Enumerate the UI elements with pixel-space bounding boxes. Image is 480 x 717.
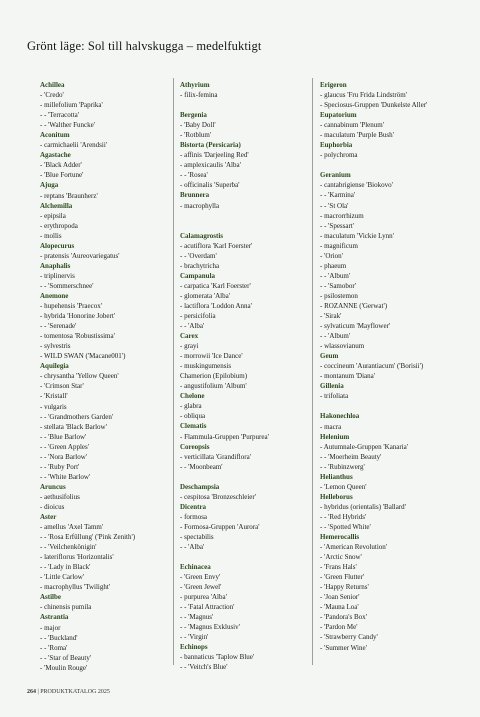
genus-heading: Aconitum [40,131,70,140]
variety-item: - maculatum 'Vickie Lynn' [320,231,394,240]
variety-item: - - 'Magnus Exklusiv' [180,623,240,632]
variety-item: - WILD SWAN ('Macane001') [40,352,126,361]
variety-item: - 'Pandora's Box' [320,613,367,622]
variety-item: - Flammula-Gruppen 'Purpurea' [180,432,269,441]
variety-item: - chrysantha 'Yellow Queen' [40,372,119,381]
section-spacer [320,160,450,170]
variety-item: - - 'Veilchenkönigin' [40,543,97,552]
genus-heading: Eupatorium [320,111,357,120]
variety-item: - muskingumensis [180,362,232,371]
variety-item: - glaucus 'Fru Frida Lindström' [320,91,407,100]
plant-list-column-3 [320,80,450,653]
variety-item: - 'Green Envy' [180,573,221,582]
variety-item: - ROZANNE ('Gerwat') [320,301,388,310]
variety-item: - lactiflora 'Loddon Anna' [180,301,252,310]
genus-heading: Athyrium [180,81,210,89]
variety-item: - 'Green Flutter' [320,573,365,582]
variety-item: - phaeum [320,261,347,270]
variety-item: - - 'Fatal Attraction' [180,603,235,612]
section-spacer [180,221,310,231]
variety-item: - - 'Alba' [180,321,205,330]
variety-item: - 'Kristall' [40,392,68,401]
genus-heading: Helleborus [320,492,353,501]
genus-heading: Ajuga [40,181,59,190]
variety-item: - brachytricha [180,261,220,270]
genus-heading: Gillenia [320,382,344,391]
genus-heading: Carex [180,332,199,341]
variety-item: - 'Rotblum' [180,131,212,140]
genus-heading: Anemone [40,291,69,300]
variety-item: - - 'Roma' [40,643,68,652]
genus-heading: Calamagrostis [180,231,224,240]
plant-list-column-2 [180,80,310,673]
variety-item: - dioicus [40,502,65,511]
genus-heading: Chelone [180,392,205,401]
variety-item: - 'Summer Wine' [320,643,367,652]
genus-heading: Helianthus [320,472,353,481]
variety-item: - sylvestris [40,342,71,351]
genus-heading: Alopecurus [40,241,75,250]
genus-heading: Geranium [320,171,351,180]
section-spacer [180,472,310,482]
variety-item: - - 'Spessart' [320,221,355,230]
page-footer [27,689,110,695]
variety-item: - pratensis 'Aureovariegatus' [40,251,120,260]
variety-item: - Autumnale-Gruppen 'Kanaria' [320,442,409,451]
section-spacer [180,211,310,221]
variety-item: - - 'Moerheim Beauty' [320,452,382,461]
variety-item: - - 'Green Apples' [40,442,89,451]
variety-item: - - 'White Barlow' [40,472,91,481]
variety-item: - magnificum [320,241,358,250]
variety-item: - officinalis 'Superba' [180,181,240,190]
variety-item: - amplexicaulis 'Alba' [180,161,241,170]
variety-item: - - 'Ruby Port' [40,462,80,471]
footer-separator: | [37,689,39,695]
genus-heading: Astilbe [40,593,61,602]
variety-item: - cespitosa 'Bronzeschleier' [180,492,256,501]
genus-heading: Aquilegia [40,362,69,371]
variety-item: - 'Joan Senior' [320,593,360,602]
genus-heading: Agastache [40,151,71,160]
variety-item: - aethusifolius [40,492,80,501]
genus-heading: Bergenia [180,111,207,120]
variety-item: - 'Sirak' [320,312,342,321]
variety-item: - 'Moulin Rouge' [40,663,88,672]
variety-item: - mollis [40,231,62,240]
variety-item: - 'Arctic Snow' [320,553,362,562]
variety-item: - 'Frans Hals' [320,563,357,572]
variety-item: - cantabrigiense 'Biokovo' [320,181,393,190]
variety-item: - 'Orion' [320,251,343,260]
variety-item: - maculatum 'Purple Bush' [320,131,394,140]
variety-item: - 'Crimson Star' [40,382,84,391]
variety-item: - persicifolia [180,311,216,320]
variety-item: - - 'Moonbeam' [180,462,223,471]
variety-item: - - 'Red Hybrids' [320,512,367,521]
column-divider [312,78,313,665]
genus-heading: Echinacea [180,563,211,572]
genus-heading: Alchemilla [40,201,73,210]
variety-item: - polychroma [320,151,358,160]
genus-heading: Brunnera [180,191,210,200]
variety-item: - - 'Alba' [180,542,205,551]
variety-item: - - 'Spotted White' [320,522,371,531]
page-title: Grönt läge: Sol till halvskugga – medelfuktigt [27,39,262,53]
variety-item: - - 'Blue Barlow' [40,432,87,441]
variety-item: - trifoliata [320,392,349,401]
variety-item: - acutiflora 'Karl Foerster' [180,241,253,250]
variety-item: Chamerion (Epilobium) [180,372,248,381]
genus-heading: Geum [320,352,339,361]
variety-item: - angustifolium 'Album' [180,382,247,391]
genus-heading: Hemerocallis [320,533,360,542]
variety-item: - obliqua [180,412,206,421]
variety-item: - - 'Rosea' [180,171,208,180]
genus-heading: Deschampsia [180,482,220,491]
variety-item: - - 'Rosa Erfüllung' ('Pink Zenith') [40,533,136,542]
column-divider [173,78,174,665]
variety-item: - glomerata 'Alba' [180,291,230,300]
genus-heading: Euphorbia [320,141,353,150]
variety-item: - - 'Samobor' [320,281,356,290]
variety-item: - - 'Grandmothers Garden' [40,412,114,421]
variety-item: - cannabinum 'Plenum' [320,121,384,130]
variety-item: - hupehensis 'Praecox' [40,302,103,311]
variety-item: - - 'Terracotta' [40,111,79,120]
variety-item: - coccineum 'Aurantiacum' ('Borisii') [320,362,424,371]
variety-item: - montanum 'Diana' [320,372,376,381]
genus-heading: Campanula [180,271,216,280]
variety-item: - purpurea 'Alba' [180,593,227,602]
genus-heading: Erigeron [320,81,347,89]
variety-item: - hybridus (orientalis) 'Ballard' [320,502,406,511]
variety-item: - 'Pardon Me' [320,623,358,632]
variety-item: - - 'Virgin' [180,633,209,642]
variety-item: - sylvaticum 'Mayflower' [320,322,391,331]
variety-item: - bannaticus 'Taplow Blue' [180,653,255,662]
variety-item: - 'Happy Returns' [320,583,369,592]
genus-heading: Astrantia [40,613,69,622]
variety-item: - - 'Rubinzwerg' [320,462,365,471]
variety-item: - millefolium 'Paprika' [40,101,103,110]
variety-item: - hybrida 'Honorine Jobert' [40,312,116,321]
variety-item: - 'American Revolution' [320,543,388,552]
variety-item: - formosa [180,512,208,521]
variety-item: - - 'Walther Funcke' [40,121,96,130]
variety-item: - 'Blue Fortune' [40,171,84,180]
variety-item: - - 'Buckland' [40,633,78,642]
variety-item: - epipsila [40,211,66,220]
variety-item: - 'Strawberry Candy' [320,633,378,642]
variety-item: - carmichaelii 'Arendsii' [40,141,108,150]
variety-item: - grayi [180,342,199,351]
genus-heading: Achillea [40,81,65,89]
variety-item: - - 'Star of Beauty' [40,653,92,662]
variety-item: - macrophylla [180,201,220,210]
plant-list-column-1 [40,80,170,673]
genus-heading: Echinops [180,643,208,652]
variety-item: - - 'Overdam' [180,251,217,260]
genus-heading: Helenium [320,432,350,441]
page-number: 264 [27,689,36,695]
variety-item: - 'Lemon Queen' [320,482,367,491]
variety-item: - stellata 'Black Barlow' [40,422,107,431]
variety-item: - 'Mauna Loa' [320,603,359,612]
variety-item: - - 'Nora Barlow' [40,452,88,461]
variety-item: - vulgaris [40,402,67,411]
variety-item: - - 'St Ola' [320,201,349,210]
variety-item: - - 'Magnus' [180,613,214,622]
variety-item: - tomentosa 'Robustissima' [40,332,115,341]
variety-item: - affinis 'Darjeeling Red' [180,151,249,160]
variety-item: - 'Little Carlow' [40,573,85,582]
catalog-name: PRODUKTKATALOG 2025 [40,689,110,695]
section-spacer [180,100,310,110]
variety-item: - glabra [180,402,202,411]
variety-item: - - 'Lady in Black' [40,563,91,572]
variety-item: - carpatica 'Karl Foerster' [180,281,251,290]
genus-heading: Clematis [180,422,207,431]
variety-item: - verticillata 'Grandiflora' [180,452,251,461]
section-spacer [320,401,450,411]
variety-item: - - 'Album' [320,332,351,341]
variety-item: - Speciosus-Gruppen 'Dunkelste Aller' [320,101,428,110]
variety-item: - macrorrhizum [320,211,364,220]
variety-item: - - 'Veitch's Blue' [180,663,228,672]
variety-item: - amellus 'Axel Tamm' [40,523,104,532]
variety-item: - erythropoda [40,221,78,230]
variety-item: - macra [320,422,342,431]
variety-item: - chinensis pumila [40,603,92,612]
variety-item: - Formosa-Gruppen 'Aurora' [180,522,260,531]
section-spacer [180,552,310,562]
variety-item: - spectabilis [180,532,214,541]
variety-item: - 'Credo' [40,91,64,100]
variety-item: - - 'Sommerschnee' [40,281,94,290]
variety-item: - 'Green Jewel' [180,583,222,592]
variety-item: - 'Baby Doll' [180,121,216,130]
variety-item: - wlassovianum [320,342,365,351]
variety-item: - morrowii 'Ice Dance' [180,352,243,361]
variety-item: - - 'Album' [320,271,351,280]
variety-item: - lateriflorus 'Horizontalis' [40,553,114,562]
genus-heading: Dicentra [180,502,207,511]
variety-item: - filix-femina [180,91,218,100]
variety-item: - major [40,623,61,632]
variety-item: - - 'Karmina' [320,191,356,200]
genus-heading: Coreopsis [180,442,210,451]
variety-item: - reptans 'Braunherz' [40,191,98,200]
variety-item: - macrophyllus 'Twilight' [40,583,111,592]
variety-item: - 'Black Adder' [40,161,82,170]
genus-heading: Aruncus [40,482,66,491]
genus-heading: Bistorta (Persicaria) [180,141,241,150]
genus-heading: Aster [40,513,57,522]
variety-item: - triplinervis [40,271,75,280]
genus-heading: Hakonechloa [320,412,360,421]
genus-heading: Anaphalis [40,261,71,270]
variety-item: - - 'Serenade' [40,322,77,331]
variety-item: - psilostemon [320,291,358,300]
